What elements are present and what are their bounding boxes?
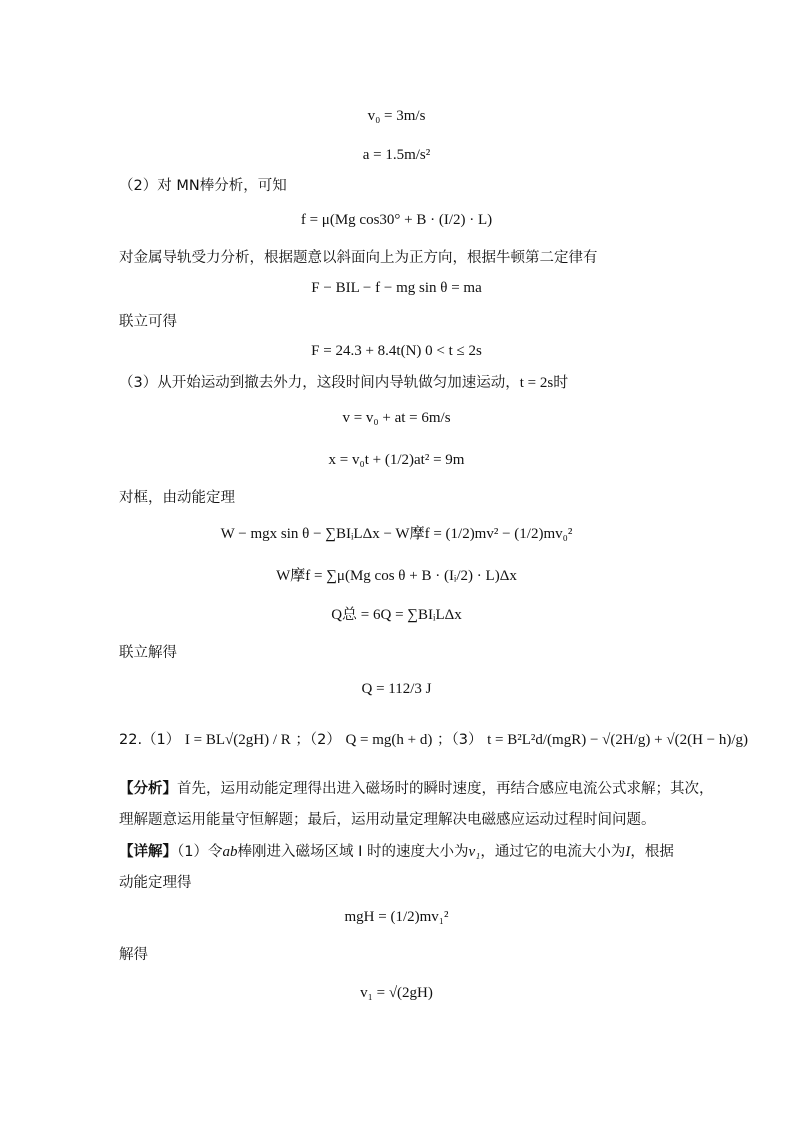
q22-label: 22.（1） (119, 732, 181, 748)
q22-answer-2: Q = mg(h + d) (345, 732, 433, 748)
equation-v0 (0, 106, 793, 126)
analysis-tag: 【分析】 (119, 781, 177, 797)
equation-force (0, 341, 793, 361)
analysis-line-1-text: 首先，运用动能定理得出进入磁场时的瞬时速度，再结合感应电流公式求解；其次， (177, 781, 714, 797)
detail-line-1-e: ，通过它的电流大小为 (480, 844, 626, 860)
q22-answer-3: t = B²L²d/(mgR) − √(2H/g) + √(2(H − h)/g) (487, 732, 749, 748)
equation-a (0, 145, 793, 165)
equation-heat-total-text: Q总 = 6Q = ∑BIᵢLΔx (331, 607, 462, 623)
equation-newton (0, 278, 793, 298)
analysis-line-1 (119, 779, 714, 799)
detail-line-1-ab: ab (222, 844, 238, 860)
equation-heat-total (0, 605, 793, 625)
equation-v1-text: v₁ = √(2gH) (360, 985, 433, 1001)
part3-heading (119, 373, 568, 393)
equation-a-text: a = 1.5m/s² (362, 147, 431, 163)
equation-work (0, 524, 793, 544)
detail-tag: 【详解】 (119, 844, 177, 860)
equation-v1 (0, 983, 793, 1003)
equation-friction-work (0, 566, 793, 586)
equation-energy-text: mgH = (1/2)mv₁² (344, 909, 449, 925)
q22-answer-line (119, 730, 748, 750)
detail-line-1 (119, 842, 674, 862)
detail-line-1-g: ，根据 (630, 844, 674, 860)
q22-part3-label: ；（3） (437, 732, 483, 748)
q22-answer-1: I = BL√(2gH) / R (184, 732, 291, 748)
detail-line-1-c: 棒刚进入磁场区域 I 时的速度大小为 (237, 844, 469, 860)
equation-newton-text: F − BIL − f − mg sin θ = ma (311, 280, 482, 296)
equation-work-text: W − mgx sin θ − ∑BIᵢLΔx − W摩f = (1/2)mv² − (1/2)mv₀² (220, 526, 573, 542)
equation-displacement (0, 450, 793, 470)
analysis-line-2: 理解题意运用能量守恒解题；最后，运用动量定理解决电磁感应运动过程时间问题。 (119, 812, 656, 828)
rail-analysis-text: 对金属导轨受力分析，根据题意以斜面向上为正方向，根据牛顿第二定律有 (119, 250, 598, 266)
part2-heading: （2）对 MN棒分析，可知 (119, 178, 287, 194)
equation-v0-text: v₀ = 3m/s (367, 108, 426, 124)
detail-line-1-a: （1）令 (177, 844, 223, 860)
part3-time: t = 2s时 (519, 375, 569, 391)
equation-force-text: F = 24.3 + 8.4t(N) 0 < t ≤ 2s (311, 343, 482, 359)
detail-line-2: 动能定理得 (119, 875, 192, 891)
equation-heat-result-text: Q = 112/3 J (361, 681, 432, 697)
combine-text: 联立可得 (119, 314, 177, 330)
solve-text: 联立解得 (119, 645, 177, 661)
equation-displacement-text: x = v₀t + (1/2)at² = 9m (328, 452, 465, 468)
q22-part2-label: ；（2） (295, 732, 341, 748)
equation-heat-result (0, 679, 793, 699)
equation-energy (0, 907, 793, 927)
equation-friction-work-text: W摩f = ∑μ(Mg cos θ + B · (Iᵢ/2) · L)Δx (276, 568, 517, 584)
equation-friction (0, 210, 793, 230)
detail-line-1-I: I (625, 844, 631, 860)
equation-friction-text: f = μ(Mg cos30° + B · (I/2) · L) (300, 212, 493, 228)
part3-heading-text: （3）从开始运动到撤去外力，这段时间内导轨做匀加速运动， (119, 375, 520, 391)
frame-text: 对框，由动能定理 (119, 490, 235, 506)
solve-text-2: 解得 (119, 947, 148, 963)
equation-velocity (0, 408, 793, 428)
equation-velocity-text: v = v₀ + at = 6m/s (342, 410, 451, 426)
detail-line-1-v1: v₁ (468, 844, 481, 860)
